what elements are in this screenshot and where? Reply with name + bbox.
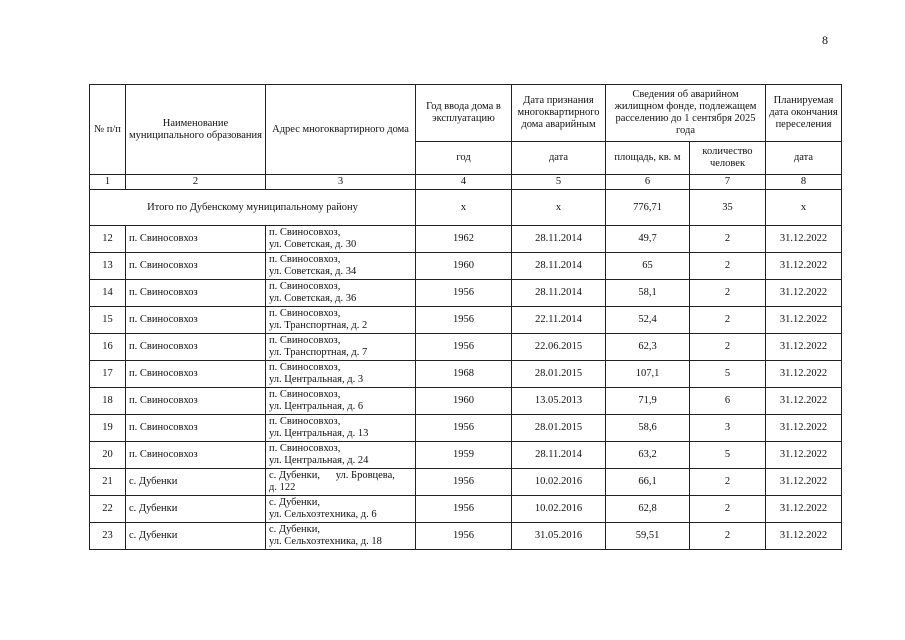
row-planned-date: 31.12.2022 xyxy=(766,442,842,469)
row-address xyxy=(266,280,416,307)
row-date: 28.11.2014 xyxy=(512,253,606,280)
table-row xyxy=(90,253,842,280)
address-line-2: ул. Советская, д. 34 xyxy=(269,266,357,277)
row-planned-date: 31.12.2022 xyxy=(766,415,842,442)
total-area: 776,71 xyxy=(606,190,690,226)
row-address xyxy=(266,523,416,550)
address-line-1: п. Свиносовхоз, xyxy=(269,254,341,265)
address-line-1: с. Дубенки, ул. Бровцева, xyxy=(269,470,395,481)
address-line-1: п. Свиносовхоз, xyxy=(269,227,341,238)
address-line-1: п. Свиносовхоз, xyxy=(269,443,341,454)
row-municipality: с. Дубенки xyxy=(126,523,266,550)
row-municipality: п. Свиносовхоз xyxy=(126,442,266,469)
row-year: 1968 xyxy=(416,361,512,388)
row-area: 49,7 xyxy=(606,226,690,253)
row-planned-date: 31.12.2022 xyxy=(766,280,842,307)
table-row xyxy=(90,442,842,469)
row-people: 3 xyxy=(690,415,766,442)
header-info-group: Сведения об аварийном жилищном фонде, подлежащем расселению до 1 сентября 2025 года xyxy=(606,85,766,142)
row-people: 2 xyxy=(690,523,766,550)
row-municipality: п. Свиносовхоз xyxy=(126,334,266,361)
row-area: 62,8 xyxy=(606,496,690,523)
row-municipality: с. Дубенки xyxy=(126,496,266,523)
row-date: 10.02.2016 xyxy=(512,469,606,496)
row-planned-date: 31.12.2022 xyxy=(766,469,842,496)
header-municipality: Наименование муниципального образования xyxy=(126,85,266,175)
row-address xyxy=(266,442,416,469)
row-address xyxy=(266,334,416,361)
table-row xyxy=(90,226,842,253)
table-row xyxy=(90,415,842,442)
row-year: 1960 xyxy=(416,253,512,280)
row-people: 5 xyxy=(690,442,766,469)
row-number: 23 xyxy=(90,523,126,550)
column-number: 8 xyxy=(766,175,842,190)
table-row xyxy=(90,361,842,388)
row-municipality: п. Свиносовхоз xyxy=(126,361,266,388)
row-number: 13 xyxy=(90,253,126,280)
total-people: 35 xyxy=(690,190,766,226)
page-number: 8 xyxy=(822,33,828,47)
row-people: 2 xyxy=(690,226,766,253)
address-line-2: ул. Центральная, д. 6 xyxy=(269,401,364,412)
row-date: 31.05.2016 xyxy=(512,523,606,550)
address-line-1: п. Свиносовхоз, xyxy=(269,416,341,427)
header-num: № п/п xyxy=(90,85,126,175)
row-planned-date: 31.12.2022 xyxy=(766,388,842,415)
row-address xyxy=(266,307,416,334)
row-year: 1956 xyxy=(416,415,512,442)
row-date: 28.11.2014 xyxy=(512,226,606,253)
table-row xyxy=(90,388,842,415)
row-planned-date: 31.12.2022 xyxy=(766,253,842,280)
column-number: 7 xyxy=(690,175,766,190)
row-municipality: п. Свиносовхоз xyxy=(126,415,266,442)
address-line-1: п. Свиносовхоз, xyxy=(269,281,341,292)
address-line-1: с. Дубенки, xyxy=(269,524,321,535)
address-line-1: с. Дубенки, xyxy=(269,497,321,508)
row-number: 12 xyxy=(90,226,126,253)
row-area: 59,51 xyxy=(606,523,690,550)
total-row xyxy=(90,190,842,226)
row-year: 1956 xyxy=(416,523,512,550)
row-municipality: п. Свиносовхоз xyxy=(126,388,266,415)
row-municipality: п. Свиносовхоз xyxy=(126,226,266,253)
row-number: 17 xyxy=(90,361,126,388)
row-area: 58,6 xyxy=(606,415,690,442)
row-people: 5 xyxy=(690,361,766,388)
subheader-year: год xyxy=(416,142,512,175)
row-date: 28.01.2015 xyxy=(512,361,606,388)
row-address xyxy=(266,388,416,415)
row-people: 2 xyxy=(690,469,766,496)
subheader-date: дата xyxy=(512,142,606,175)
header-year-built: Год ввода дома в эксплуатацию xyxy=(416,85,512,142)
row-municipality: п. Свиносовхоз xyxy=(126,307,266,334)
table-row xyxy=(90,280,842,307)
column-number-row xyxy=(90,175,842,190)
address-line-2: ул. Центральная, д. 24 xyxy=(269,455,369,466)
row-year: 1962 xyxy=(416,226,512,253)
row-number: 16 xyxy=(90,334,126,361)
row-planned-date: 31.12.2022 xyxy=(766,226,842,253)
row-date: 22.11.2014 xyxy=(512,307,606,334)
row-year: 1956 xyxy=(416,469,512,496)
row-planned-date: 31.12.2022 xyxy=(766,523,842,550)
address-line-2: ул. Транспортная, д. 7 xyxy=(269,347,368,358)
row-planned-date: 31.12.2022 xyxy=(766,334,842,361)
row-planned-date: 31.12.2022 xyxy=(766,307,842,334)
table-row xyxy=(90,307,842,334)
row-number: 14 xyxy=(90,280,126,307)
row-planned-date: 31.12.2022 xyxy=(766,496,842,523)
row-area: 63,2 xyxy=(606,442,690,469)
row-year: 1960 xyxy=(416,388,512,415)
row-people: 2 xyxy=(690,496,766,523)
row-number: 22 xyxy=(90,496,126,523)
total-planned: х xyxy=(766,190,842,226)
housing-table xyxy=(89,84,842,550)
row-date: 28.01.2015 xyxy=(512,415,606,442)
table-row xyxy=(90,334,842,361)
row-area: 58,1 xyxy=(606,280,690,307)
total-label: Итого по Дубенскому муниципальному району xyxy=(90,190,416,226)
row-year: 1959 xyxy=(416,442,512,469)
address-line-2: ул. Транспортная, д. 2 xyxy=(269,320,368,331)
row-number: 15 xyxy=(90,307,126,334)
row-year: 1956 xyxy=(416,496,512,523)
row-area: 62,3 xyxy=(606,334,690,361)
address-line-2: ул. Центральная, д. 3 xyxy=(269,374,364,385)
header-date-emergency: Дата признания многоквартирного дома аварийным xyxy=(512,85,606,142)
row-number: 18 xyxy=(90,388,126,415)
row-year: 1956 xyxy=(416,334,512,361)
column-number: 1 xyxy=(90,175,126,190)
subheader-area: площадь, кв. м xyxy=(606,142,690,175)
address-line-2: ул. Сельхозтехника, д. 18 xyxy=(269,536,382,547)
address-line-2: ул. Советская, д. 36 xyxy=(269,293,357,304)
address-line-1: п. Свиносовхоз, xyxy=(269,389,341,400)
row-date: 28.11.2014 xyxy=(512,442,606,469)
row-planned-date: 31.12.2022 xyxy=(766,361,842,388)
address-line-1: п. Свиносовхоз, xyxy=(269,308,341,319)
row-area: 107,1 xyxy=(606,361,690,388)
total-year: х xyxy=(416,190,512,226)
row-area: 65 xyxy=(606,253,690,280)
row-date: 13.05.2013 xyxy=(512,388,606,415)
row-municipality: п. Свиносовхоз xyxy=(126,280,266,307)
row-number: 21 xyxy=(90,469,126,496)
row-municipality: с. Дубенки xyxy=(126,469,266,496)
row-people: 2 xyxy=(690,334,766,361)
row-people: 2 xyxy=(690,307,766,334)
row-address xyxy=(266,469,416,496)
table-row xyxy=(90,469,842,496)
row-people: 2 xyxy=(690,280,766,307)
row-address xyxy=(266,496,416,523)
total-date: х xyxy=(512,190,606,226)
column-number: 5 xyxy=(512,175,606,190)
row-address xyxy=(266,415,416,442)
address-line-1: п. Свиносовхоз, xyxy=(269,362,341,373)
row-people: 2 xyxy=(690,253,766,280)
header-address: Адрес многоквартирного дома xyxy=(266,85,416,175)
row-area: 66,1 xyxy=(606,469,690,496)
row-municipality: п. Свиносовхоз xyxy=(126,253,266,280)
row-number: 20 xyxy=(90,442,126,469)
address-line-2: ул. Советская, д. 30 xyxy=(269,239,357,250)
row-date: 28.11.2014 xyxy=(512,280,606,307)
address-line-2: ул. Сельхозтехника, д. 6 xyxy=(269,509,377,520)
column-number: 2 xyxy=(126,175,266,190)
row-number: 19 xyxy=(90,415,126,442)
address-line-1: п. Свиносовхоз, xyxy=(269,335,341,346)
column-number: 4 xyxy=(416,175,512,190)
column-number: 3 xyxy=(266,175,416,190)
row-address xyxy=(266,226,416,253)
row-date: 22.06.2015 xyxy=(512,334,606,361)
row-area: 71,9 xyxy=(606,388,690,415)
row-area: 52,4 xyxy=(606,307,690,334)
row-people: 6 xyxy=(690,388,766,415)
table-row xyxy=(90,523,842,550)
subheader-people: количество человек xyxy=(690,142,766,175)
row-address xyxy=(266,253,416,280)
subheader-planned: дата xyxy=(766,142,842,175)
row-date: 10.02.2016 xyxy=(512,496,606,523)
table-row xyxy=(90,496,842,523)
row-year: 1956 xyxy=(416,280,512,307)
row-year: 1956 xyxy=(416,307,512,334)
row-address xyxy=(266,361,416,388)
header-row xyxy=(90,85,842,142)
column-number: 6 xyxy=(606,175,690,190)
address-line-2: д. 122 xyxy=(269,482,296,493)
address-line-2: ул. Центральная, д. 13 xyxy=(269,428,369,439)
header-planned-date: Планируемая дата окончания переселения xyxy=(766,85,842,142)
